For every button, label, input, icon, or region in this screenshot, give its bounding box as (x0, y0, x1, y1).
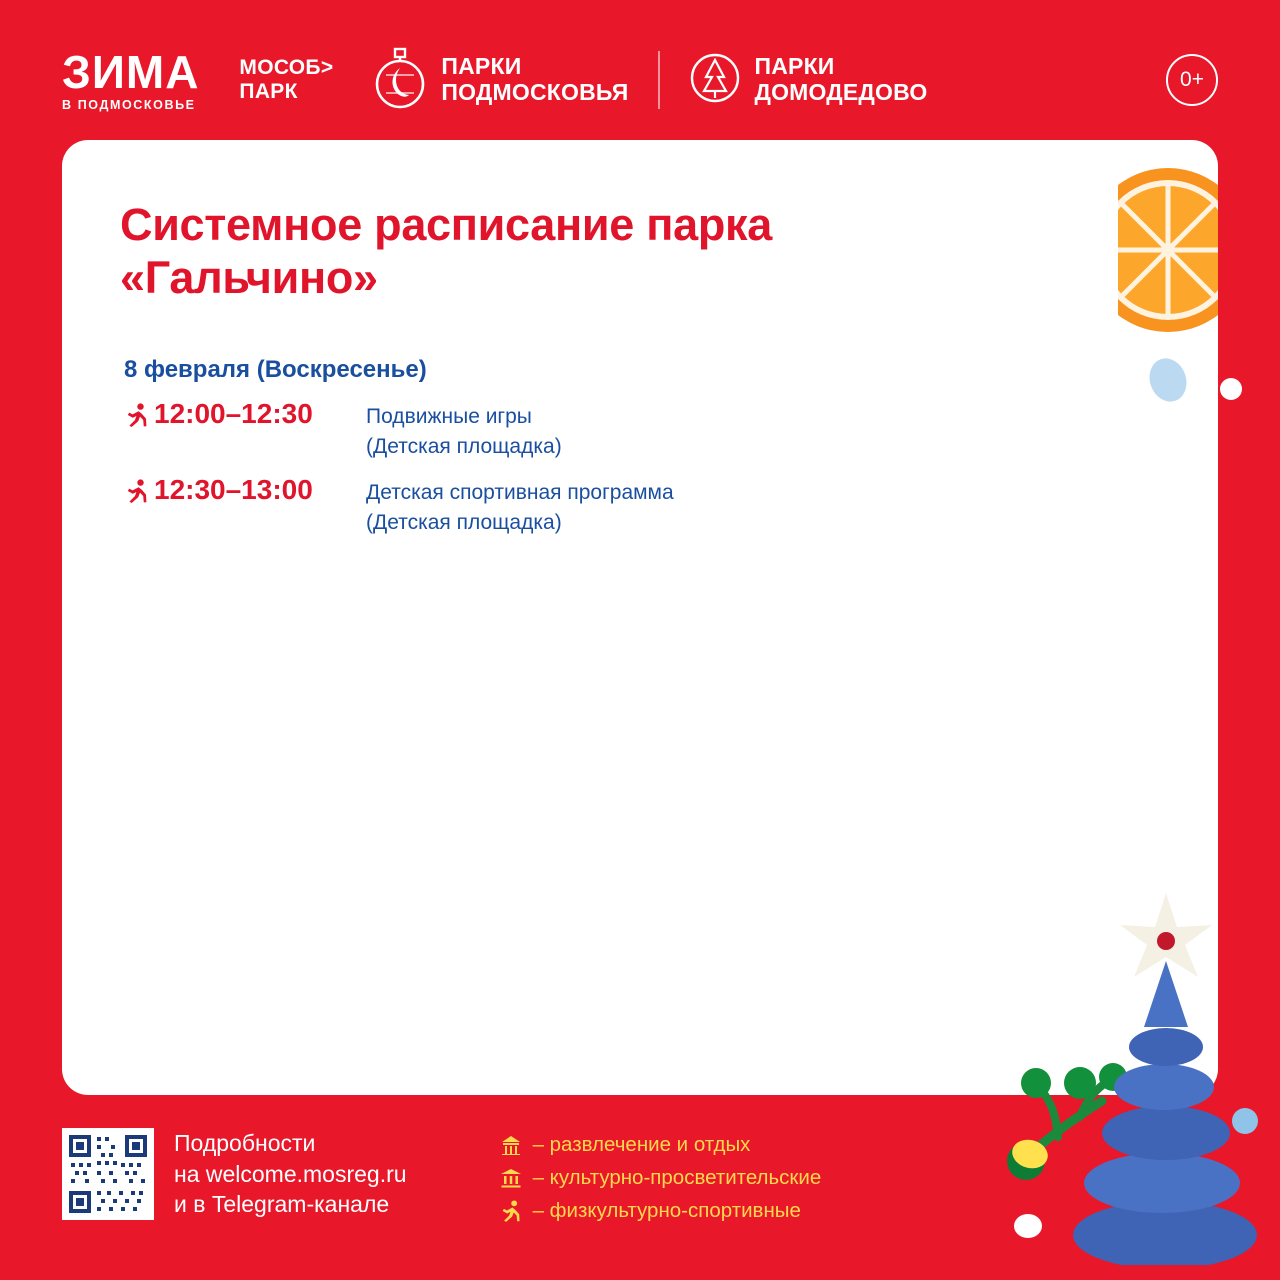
legend-label: – культурно-просветительские (532, 1166, 822, 1190)
legend-label: – физкультурно-спортивные (532, 1199, 801, 1223)
qr-code[interactable] (62, 1128, 154, 1220)
legend-item-sport (495, 1194, 822, 1227)
logo-parki-domodedovo (690, 51, 927, 110)
ornament-ball-icon (373, 47, 427, 114)
pine-tree-icon (690, 51, 740, 110)
carousel-icon (495, 1135, 527, 1155)
header-divider (658, 51, 660, 109)
footer-details-line3: и в Telegram-канале (174, 1191, 390, 1218)
footer-details-line1: Подробности (174, 1130, 316, 1156)
logo-parki-podmoskovya-text (441, 54, 628, 106)
footer (62, 1128, 1218, 1238)
page-title: Системное расписание парка «Гальчино» (120, 199, 772, 304)
schedule-row (120, 398, 1148, 462)
schedule-row (120, 474, 1148, 538)
schedule-time: 12:30–13:00 (154, 473, 313, 505)
footer-details-line2: на welcome.mosreg.ru (174, 1160, 407, 1187)
logo-zima (62, 45, 200, 112)
logo-mosobpark (239, 56, 333, 105)
schedule-event-place: (Детская площадка) (366, 435, 562, 458)
museum-icon (495, 1168, 527, 1188)
schedule-list (120, 398, 1148, 537)
schedule-time: 12:00–12:30 (154, 398, 313, 430)
blue-dot-decoration (1232, 1108, 1258, 1134)
schedule-event-name: Детская спортивная программа (366, 480, 674, 504)
logo-domodedovo-line2: ДОМОДЕДОВО (754, 79, 928, 105)
footer-details (174, 1128, 407, 1220)
schedule-description (366, 398, 562, 462)
schedule-card (62, 140, 1218, 1095)
logo-mosobpark-line1: МОСОБ> (239, 55, 334, 79)
legend-label: – развлечение и отдых (532, 1133, 751, 1156)
logo-zima-title: ЗИМА (62, 45, 200, 98)
schedule-date: 8 февраля (Воскресенье) (124, 356, 427, 384)
schedule-description (366, 474, 674, 538)
logo-parki-line1: ПАРКИ (441, 53, 522, 80)
logo-zima-subtitle: В ПОДМОСКОВЬЕ (62, 97, 196, 112)
logo-domodedovo-line1: ПАРКИ (754, 53, 835, 80)
logo-parki-line2: ПОДМОСКОВЬЯ (441, 79, 629, 105)
logo-parki-podmoskovya (373, 47, 628, 114)
schedule-event-place: (Детская площадка) (366, 510, 562, 534)
logo-parki-domodedovo-text (754, 54, 927, 106)
logo-mosobpark-line2: ПАРК (239, 80, 298, 103)
age-rating-badge: 0+ (1166, 54, 1218, 106)
white-dot-decoration (1014, 1214, 1042, 1238)
header (62, 44, 1218, 116)
legend-item-entertainment (495, 1128, 822, 1161)
schedule-event-name: Подвижные игры (366, 405, 532, 429)
legend-item-cultural (495, 1161, 822, 1194)
running-person-icon (495, 1200, 527, 1222)
white-dot-decoration (1220, 378, 1242, 400)
legend (495, 1128, 822, 1228)
running-person-icon (120, 398, 154, 427)
running-person-icon (120, 474, 154, 503)
